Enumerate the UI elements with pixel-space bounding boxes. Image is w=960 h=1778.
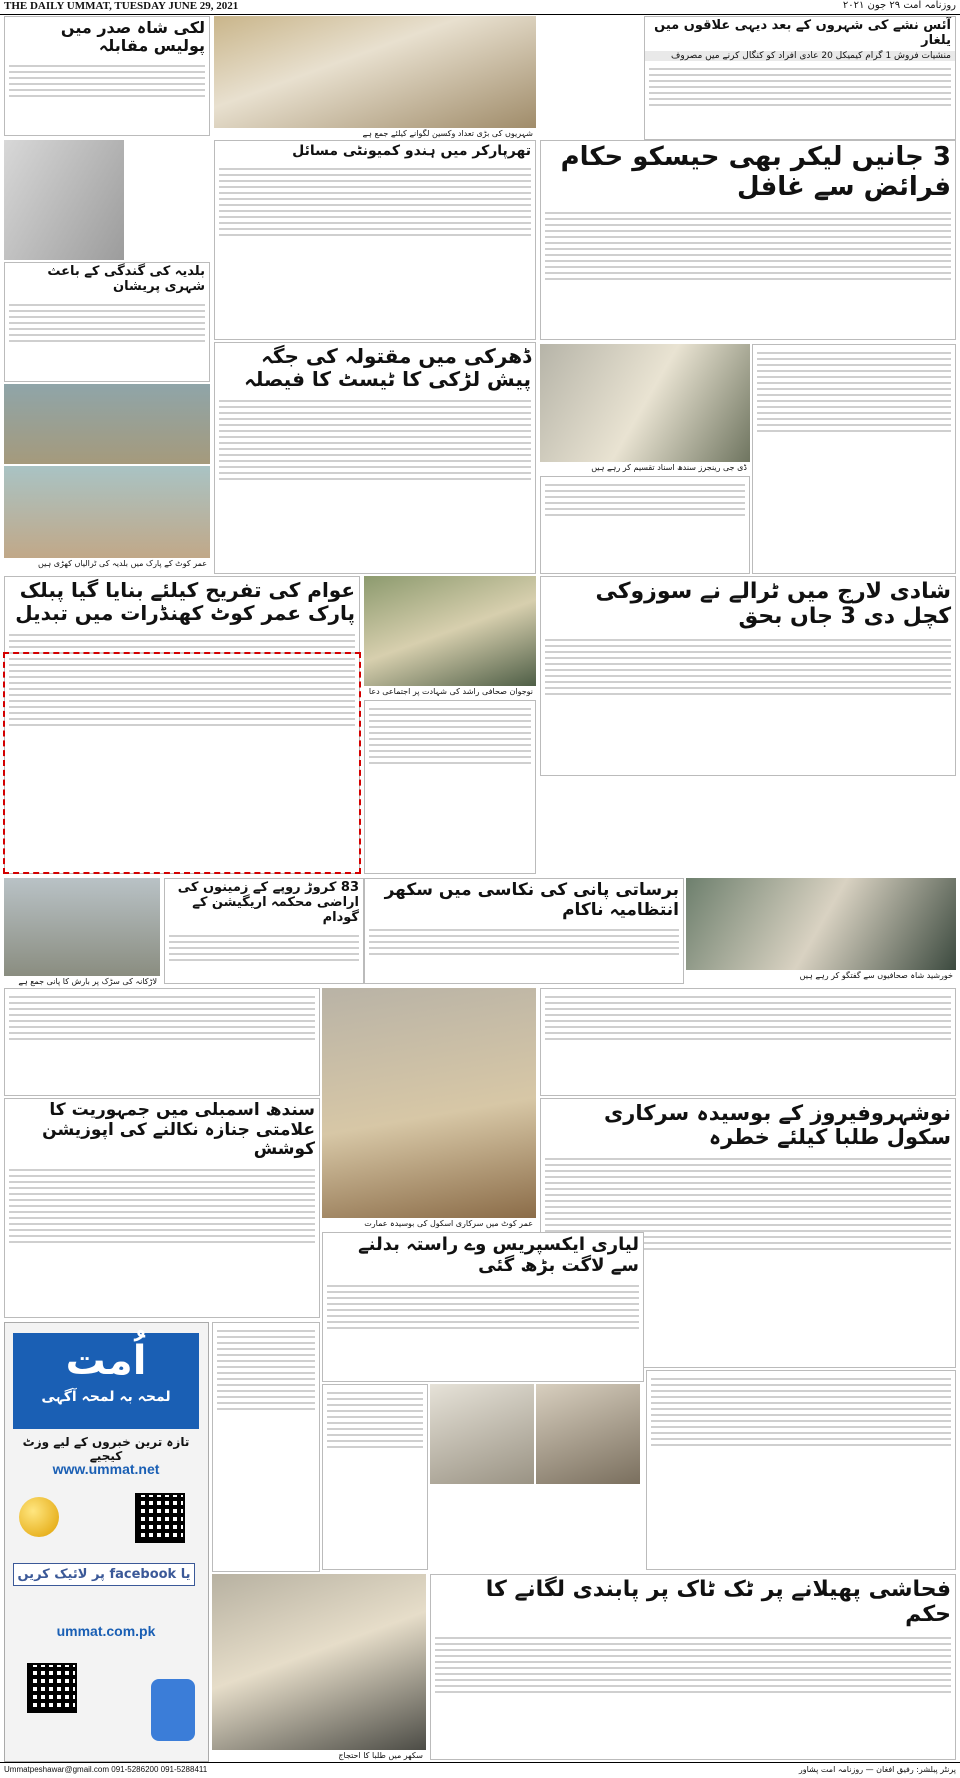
story-rain-drain — [364, 878, 684, 984]
story-mid-row6 — [212, 1322, 320, 1572]
hospital-photo — [4, 140, 124, 260]
story-hesco — [540, 140, 956, 340]
park-photo-1 — [4, 384, 210, 464]
story-sukkur-police — [322, 1384, 428, 1570]
flood-caption: لاڑکانہ کی سڑک پر بارش کا پانی جمع ہے — [4, 976, 160, 987]
brand-name: اُمت — [65, 1338, 147, 1384]
headline: آئس نشے کی شہروں کے بعد دیہی علاقوں میں یلغار — [654, 18, 951, 48]
story-dharki — [214, 342, 536, 574]
qr-code-icon — [27, 1663, 77, 1713]
headline: تھرپارکر میں ہندو کمیونٹی مسائل — [292, 143, 531, 159]
headline: ڈھرکی میں مقتولہ کی جگہ پیش لڑکی کا ٹیسٹ کا فیصلہ — [244, 344, 531, 391]
ad-slogan: تازہ ترین خبروں کے لیے وزٹ کیجیے — [22, 1435, 190, 1463]
brand-tagline: لمحہ بہ لمحہ آگہی — [41, 1389, 171, 1405]
building-photo — [322, 988, 536, 1218]
story-mid-1 — [214, 140, 536, 340]
footer-imprint: پرنٹر پبلشر: رفیق افغان — روزنامہ امت پشاور — [798, 1765, 956, 1774]
ummat-logo — [13, 1333, 199, 1429]
footer-bar — [0, 1762, 960, 1778]
story-accident — [540, 576, 956, 776]
story-sindh-assembly — [4, 1098, 320, 1318]
award-photo — [540, 344, 750, 462]
vaccination-photo — [214, 16, 536, 128]
mosque-caption: نوجوان صحافی راشد کی شہادت پر اجتماعی دعا — [364, 686, 536, 697]
story-left-top — [4, 16, 210, 136]
headline: شادی لارج میں ٹرالے نے سوزوکی کچل دی 3 جاں بحق — [595, 579, 951, 630]
headline: 83 کروڑ روپے کے زمینوں کی اراضی محکمہ اریگیشن کے گودام — [177, 880, 359, 925]
story-right-row4 — [540, 988, 956, 1096]
story-lyari — [322, 1232, 644, 1382]
story-left-mid — [4, 262, 210, 382]
headline: سندھ اسمبلی میں جمہوریت کا علامتی جنازہ نکالنے کی اپوزیشن کوشش — [42, 1100, 315, 1160]
story-right-row6 — [646, 1370, 956, 1570]
flood-photo — [4, 878, 160, 976]
building-caption: عمر کوٹ میں سرکاری اسکول کی بوسیدہ عمارت — [322, 1218, 536, 1229]
website-link-2[interactable]: ummat.com.pk — [56, 1623, 156, 1639]
globe-icon — [19, 1497, 59, 1537]
story-right-mid-2 — [540, 476, 750, 574]
website-link[interactable]: www.ummat.net — [52, 1461, 160, 1477]
masthead — [0, 0, 960, 15]
headline: برساتی پانی کی نکاسی میں سکھر انتظامیہ ناکام — [384, 880, 679, 920]
meeting-caption: خورشید شاہ صحافیوں سے گفتگو کر رہے ہیں — [686, 970, 956, 981]
group-photo — [212, 1574, 426, 1752]
park-caption: عمر کوٹ کے پارک میں بلدیہ کی ٹرالیاں کھڑی ہیں — [4, 558, 210, 569]
story-right-mid — [752, 344, 956, 574]
headline: 3 جانیں لیکر بھی حیسکو حکام فرائض سے غافل — [560, 142, 951, 202]
headline: فحاشی پھیلانے پر ٹک ٹاک پر پابندی لگانے کا حکم — [485, 1577, 951, 1628]
portrait-photo-2 — [536, 1384, 640, 1484]
portrait-photo-1 — [430, 1384, 534, 1484]
park-photo-2 — [4, 466, 210, 558]
meeting-photo — [686, 878, 956, 970]
headline: لیاری ایکسپریس وے راستہ بدلنے سے لاگت بڑھ گئی — [358, 1234, 639, 1276]
headline: نوشہروفیروز کے بوسیدہ سرکاری سکول طلبا کیلئے خطرہ — [604, 1101, 951, 1150]
story-tiktok — [430, 1574, 956, 1760]
subheadline: منشیات فروش 1 گرام کیمیکل 20 عادی افراد کو کنگال کرنے میں مصروف — [645, 51, 955, 61]
headline: بلدیہ کی گندگی کے باعث شہری پریشان — [47, 264, 205, 294]
story-irrigation — [164, 878, 364, 984]
group-caption: سکھر میں طلبا کا احتجاج — [212, 1750, 426, 1761]
thumbs-up-icon — [151, 1679, 195, 1741]
masthead-english: THE DAILY UMMAT, TUESDAY JUNE 29, 2021 — [4, 0, 239, 12]
award-caption: ڈی جی رینجرز سندھ اسناد تقسیم کر رہے ہیں — [540, 462, 750, 473]
mosque-photo — [364, 576, 536, 686]
footer-contacts: Ummatpeshawar@gmail.com 091-5286200 091-5288411 — [4, 1765, 208, 1774]
headline: عوام کی تفریح کیلئے بنایا گیا پبلک پارک عمر کوٹ کھنڈرات میں تبدیل — [15, 578, 355, 625]
story-ice-drug — [644, 16, 956, 140]
masthead-urdu: روزنامہ امت ۲۹ جون ۲۰۲۱ — [842, 0, 956, 11]
photo-caption: شہریوں کی بڑی تعداد وکسین لگوانے کیلئے جمع ہے — [214, 128, 536, 139]
story-mid-2 — [364, 700, 536, 874]
ummat-advertisement[interactable] — [4, 1322, 209, 1762]
headline: لکی شاہ صدر میں پولیس مقابلہ — [60, 18, 205, 56]
story-left-row4 — [4, 988, 320, 1096]
qr-code-icon — [135, 1493, 185, 1543]
facebook-link[interactable]: یا facebook پر لائیک کریں — [13, 1563, 195, 1586]
story-park-omerkot — [4, 576, 360, 874]
